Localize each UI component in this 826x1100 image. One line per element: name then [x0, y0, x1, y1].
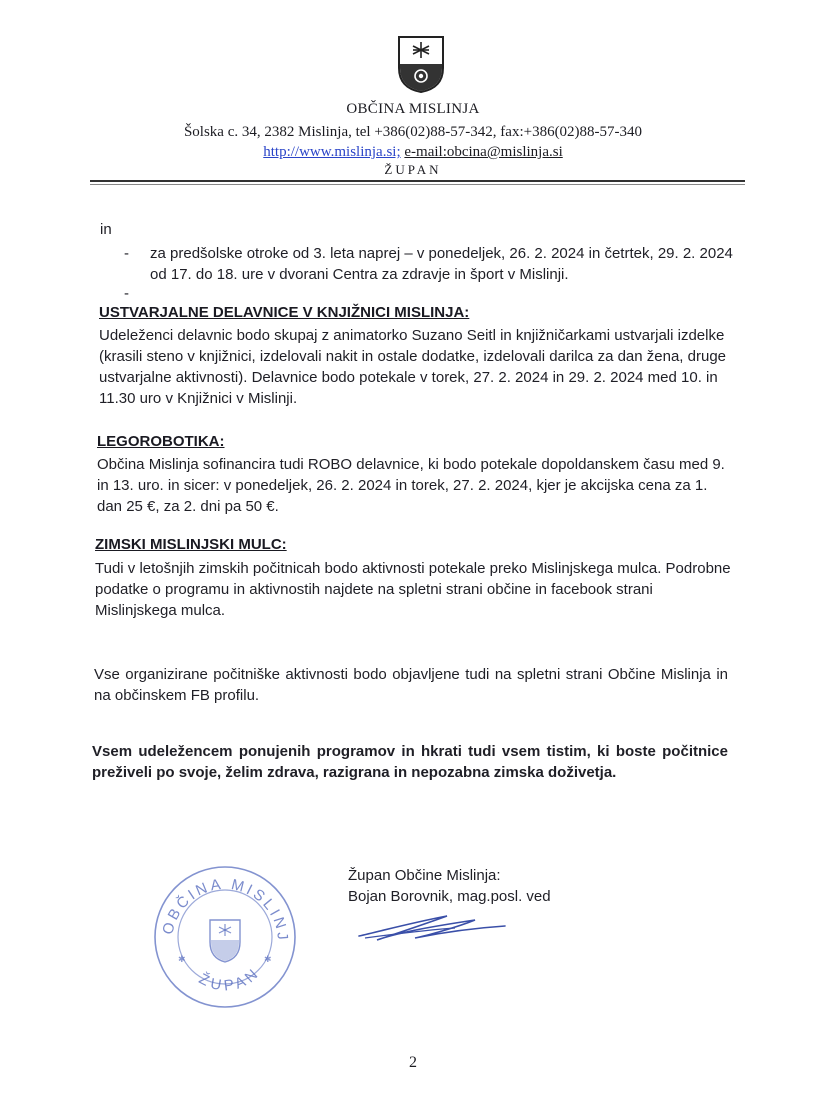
section-heading-workshops: USTVARJALNE DELAVNICE V KNJIŽNICI MISLINJA:	[99, 304, 470, 321]
email-link[interactable]: e-mail:obcina@mislinja.si	[404, 144, 563, 160]
coat-of-arms-icon	[396, 34, 446, 94]
signature-name: Bojan Borovnik, mag.posl. ved	[348, 888, 551, 905]
section-body-legorobotika: Občina Mislinja sofinancira tudi ROBO delavnice, ki bodo potekale dopoldanskem času med 9. in 13. uro. in sicer: v ponedeljek, 26. 2. 2024 in torek, 27. 2. 2024, kjer je akcijska cena za 1. dan 25 €, za 2. dni pa 50 €.	[97, 456, 725, 515]
office-label: ŽUPAN	[384, 162, 442, 177]
official-stamp	[150, 862, 300, 1012]
signature-title: Župan Občine Mislinja:	[348, 867, 501, 884]
municipality-address: Šolska c. 34, 2382 Mislinja, tel +386(02)88-57-342, fax:+386(02)88-57-340	[183, 124, 643, 140]
svg-text:OBČINA MISLINJA: OBČINA MISLINJ	[159, 875, 292, 944]
closing-note: Vse organizirane počitniške aktivnosti bodo objavljene tudi na spletni strani Občine Mislinja in na občinskem FB profilu.	[94, 666, 728, 704]
website-link[interactable]: http://www.mislinja.si;	[263, 144, 401, 160]
closing-wish: Vsem udeležencem ponujenih programov in hkrati tudi vsem tistim, ki boste počitnice preživeli po svoje, želim zdrava, razigrana in nepozabna zimska doživetja.	[92, 743, 728, 781]
bullet-marker: -	[124, 245, 129, 262]
section-heading-legorobotika: LEGOROBOTIKA:	[97, 433, 225, 450]
section-body-mulc: Tudi v letošnjih zimskih počitnicah bodo aktivnosti potekale preko Mislinjskega mulca. Podrobne podatke o programu in aktivnostih najdete na spletni strani občine in facebook strani Mislinjskega mulca.	[95, 560, 731, 619]
page-number: 2	[409, 1054, 417, 1071]
bullet-preschool: za predšolske otroke od 3. leta naprej – v ponedeljek, 26. 2. 2024 in četrtek, 29. 2. 2024 od 17. do 18. ure v dvorani Centra za zdravje in šport v Mislinji.	[150, 245, 733, 283]
svg-text:✱: ✱	[178, 954, 186, 964]
header-divider	[90, 180, 745, 182]
contact-line	[0, 144, 826, 161]
svg-text:✱: ✱	[264, 954, 272, 964]
bullet-marker-empty: -	[124, 285, 129, 302]
section-body-workshops: Udeleženci delavnic bodo skupaj z animatorko Suzano Seitl in knjižničarkami ustvarjali izdelke (krasili steno v knjižnici, izdelovali nakit in ostale dodatke, izdelovali darilca za dan žena, druge ustvarjalne aktivnosti). Delavnice bodo potekale v torek, 27. 2. 2024 in 29. 2. 2024 med 10. in 11.30 uro v Knjižnici v Mislinji.	[99, 327, 726, 407]
municipality-name: OBČINA MISLINJA	[346, 101, 480, 117]
handwritten-signature	[355, 908, 515, 948]
header-divider-thin	[90, 184, 745, 185]
section-heading-mulc: ZIMSKI MISLINJSKI MULC:	[95, 536, 287, 553]
svg-text:ŽUPAN: ŽUPAN	[196, 963, 265, 995]
intro-in: in	[100, 221, 112, 238]
